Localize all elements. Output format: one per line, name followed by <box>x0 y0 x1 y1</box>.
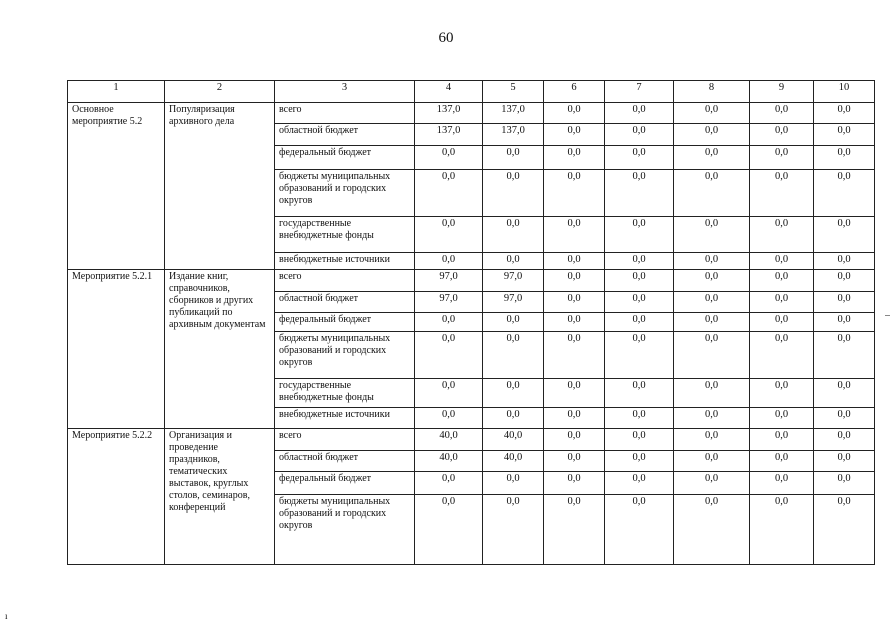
header-cell-2: 2 <box>165 81 275 103</box>
value-cell: 0,0 <box>544 379 605 407</box>
value-cell: 0,0 <box>544 146 605 169</box>
value-cell: 0,0 <box>544 216 605 252</box>
value-cell: 0,0 <box>483 407 544 428</box>
value-cell: 0,0 <box>605 252 674 269</box>
value-cell: 0,0 <box>750 407 814 428</box>
value-cell: 0,0 <box>605 291 674 312</box>
value-cell: 0,0 <box>674 379 750 407</box>
value-cell: 40,0 <box>415 451 483 472</box>
value-cell: 0,0 <box>674 472 750 495</box>
funding-source-cell: бюджеты муниципальных образований и городских округов <box>275 495 415 565</box>
value-cell: 0,0 <box>605 451 674 472</box>
value-cell: 137,0 <box>415 124 483 146</box>
value-cell: 0,0 <box>814 451 875 472</box>
value-cell: 0,0 <box>750 146 814 169</box>
header-cell-6: 6 <box>544 81 605 103</box>
funding-source-cell: федеральный бюджет <box>275 312 415 331</box>
value-cell: 0,0 <box>674 331 750 378</box>
value-cell: 0,0 <box>544 291 605 312</box>
header-cell-5: 5 <box>483 81 544 103</box>
header-cell-10: 10 <box>814 81 875 103</box>
value-cell: 0,0 <box>544 331 605 378</box>
value-cell: 137,0 <box>483 124 544 146</box>
value-cell: 0,0 <box>544 428 605 450</box>
value-cell: 0,0 <box>750 472 814 495</box>
value-cell: 0,0 <box>415 331 483 378</box>
value-cell: 0,0 <box>544 103 605 124</box>
value-cell: 0,0 <box>544 269 605 291</box>
value-cell: 0,0 <box>415 169 483 216</box>
value-cell: 0,0 <box>814 379 875 407</box>
value-cell: 0,0 <box>814 103 875 124</box>
value-cell: 0,0 <box>544 407 605 428</box>
value-cell: 0,0 <box>544 495 605 565</box>
value-cell: 0,0 <box>674 407 750 428</box>
funding-source-cell: всего <box>275 269 415 291</box>
funding-source-cell: федеральный бюджет <box>275 146 415 169</box>
margin-dash <box>885 315 890 316</box>
value-cell: 0,0 <box>544 451 605 472</box>
value-cell: 0,0 <box>750 312 814 331</box>
value-cell: 0,0 <box>750 269 814 291</box>
value-cell: 0,0 <box>415 495 483 565</box>
value-cell: 0,0 <box>750 252 814 269</box>
value-cell: 0,0 <box>814 252 875 269</box>
value-cell: 0,0 <box>814 312 875 331</box>
value-cell: 0,0 <box>483 312 544 331</box>
funding-source-cell: бюджеты муниципальных образований и городских округов <box>275 331 415 378</box>
value-cell: 0,0 <box>605 169 674 216</box>
value-cell: 0,0 <box>544 124 605 146</box>
value-cell: 0,0 <box>674 103 750 124</box>
activity-cell: Мероприятие 5.2.1 <box>68 269 165 428</box>
value-cell: 0,0 <box>483 472 544 495</box>
value-cell: 0,0 <box>605 407 674 428</box>
value-cell: 0,0 <box>814 146 875 169</box>
value-cell: 0,0 <box>605 269 674 291</box>
funding-source-cell: всего <box>275 428 415 450</box>
funding-source-cell: внебюджетные источники <box>275 252 415 269</box>
activity-cell: Основное мероприятие 5.2 <box>68 103 165 270</box>
value-cell: 0,0 <box>814 291 875 312</box>
header-cell-4: 4 <box>415 81 483 103</box>
value-cell: 0,0 <box>605 428 674 450</box>
value-cell: 40,0 <box>483 451 544 472</box>
value-cell: 0,0 <box>483 495 544 565</box>
value-cell: 0,0 <box>605 103 674 124</box>
table-body <box>68 81 875 565</box>
value-cell: 0,0 <box>483 252 544 269</box>
value-cell: 0,0 <box>674 124 750 146</box>
table-row <box>68 428 875 450</box>
value-cell: 0,0 <box>750 379 814 407</box>
value-cell: 0,0 <box>415 379 483 407</box>
value-cell: 0,0 <box>814 269 875 291</box>
header-cell-9: 9 <box>750 81 814 103</box>
header-cell-1: 1 <box>68 81 165 103</box>
table-row <box>68 269 875 291</box>
value-cell: 0,0 <box>544 312 605 331</box>
value-cell: 0,0 <box>605 146 674 169</box>
value-cell: 0,0 <box>544 252 605 269</box>
header-cell-7: 7 <box>605 81 674 103</box>
value-cell: 0,0 <box>674 216 750 252</box>
activity-name-cell: Организация и проведение праздников, тематических выставок, круглых столов, семинаров, конференций <box>165 428 275 564</box>
funding-source-cell: областной бюджет <box>275 451 415 472</box>
value-cell: 0,0 <box>814 331 875 378</box>
header-cell-3: 3 <box>275 81 415 103</box>
value-cell: 0,0 <box>483 216 544 252</box>
funding-source-cell: бюджеты муниципальных образований и городских округов <box>275 169 415 216</box>
value-cell: 0,0 <box>483 331 544 378</box>
value-cell: 0,0 <box>605 124 674 146</box>
value-cell: 0,0 <box>814 472 875 495</box>
value-cell: 0,0 <box>605 331 674 378</box>
value-cell: 137,0 <box>415 103 483 124</box>
header-row <box>68 81 875 103</box>
value-cell: 0,0 <box>415 407 483 428</box>
table-row <box>68 103 875 124</box>
funding-source-cell: внебюджетные источники <box>275 407 415 428</box>
value-cell: 0,0 <box>544 472 605 495</box>
activity-cell: Мероприятие 5.2.2 <box>68 428 165 564</box>
value-cell: 0,0 <box>674 169 750 216</box>
value-cell: 0,0 <box>483 379 544 407</box>
budget-table <box>67 80 875 565</box>
value-cell: 0,0 <box>415 216 483 252</box>
value-cell: 0,0 <box>750 428 814 450</box>
value-cell: 0,0 <box>750 216 814 252</box>
page-number: 60 <box>438 30 454 46</box>
value-cell: 0,0 <box>544 169 605 216</box>
value-cell: 0,0 <box>674 451 750 472</box>
value-cell: 0,0 <box>674 146 750 169</box>
funding-source-cell: государственные внебюджетные фонды <box>275 216 415 252</box>
value-cell: 0,0 <box>814 407 875 428</box>
value-cell: 0,0 <box>750 451 814 472</box>
funding-source-cell: федеральный бюджет <box>275 472 415 495</box>
value-cell: 0,0 <box>605 472 674 495</box>
value-cell: 97,0 <box>483 291 544 312</box>
value-cell: 0,0 <box>415 472 483 495</box>
value-cell: 0,0 <box>674 252 750 269</box>
value-cell: 0,0 <box>814 495 875 565</box>
value-cell: 40,0 <box>415 428 483 450</box>
value-cell: 0,0 <box>415 252 483 269</box>
value-cell: 40,0 <box>483 428 544 450</box>
value-cell: 0,0 <box>605 379 674 407</box>
funding-source-cell: всего <box>275 103 415 124</box>
value-cell: 0,0 <box>750 291 814 312</box>
value-cell: 0,0 <box>750 103 814 124</box>
value-cell: 137,0 <box>483 103 544 124</box>
value-cell: 0,0 <box>750 495 814 565</box>
value-cell: 0,0 <box>415 312 483 331</box>
value-cell: 0,0 <box>814 428 875 450</box>
margin-mark: ı <box>5 611 8 621</box>
value-cell: 0,0 <box>750 169 814 216</box>
value-cell: 0,0 <box>605 495 674 565</box>
activity-name-cell: Популяризация архивного дела <box>165 103 275 270</box>
value-cell: 97,0 <box>415 269 483 291</box>
header-cell-8: 8 <box>674 81 750 103</box>
value-cell: 0,0 <box>674 312 750 331</box>
funding-source-cell: областной бюджет <box>275 124 415 146</box>
value-cell: 0,0 <box>750 331 814 378</box>
value-cell: 0,0 <box>483 169 544 216</box>
value-cell: 0,0 <box>483 146 544 169</box>
value-cell: 97,0 <box>415 291 483 312</box>
value-cell: 0,0 <box>814 216 875 252</box>
value-cell: 0,0 <box>814 124 875 146</box>
value-cell: 0,0 <box>814 169 875 216</box>
value-cell: 0,0 <box>674 269 750 291</box>
activity-name-cell: Издание книг, справочников, сборников и других публикаций по архивным документам <box>165 269 275 428</box>
value-cell: 0,0 <box>605 312 674 331</box>
value-cell: 0,0 <box>674 495 750 565</box>
funding-source-cell: областной бюджет <box>275 291 415 312</box>
value-cell: 0,0 <box>415 146 483 169</box>
value-cell: 0,0 <box>674 291 750 312</box>
funding-source-cell: государственные внебюджетные фонды <box>275 379 415 407</box>
value-cell: 97,0 <box>483 269 544 291</box>
value-cell: 0,0 <box>750 124 814 146</box>
value-cell: 0,0 <box>605 216 674 252</box>
value-cell: 0,0 <box>674 428 750 450</box>
